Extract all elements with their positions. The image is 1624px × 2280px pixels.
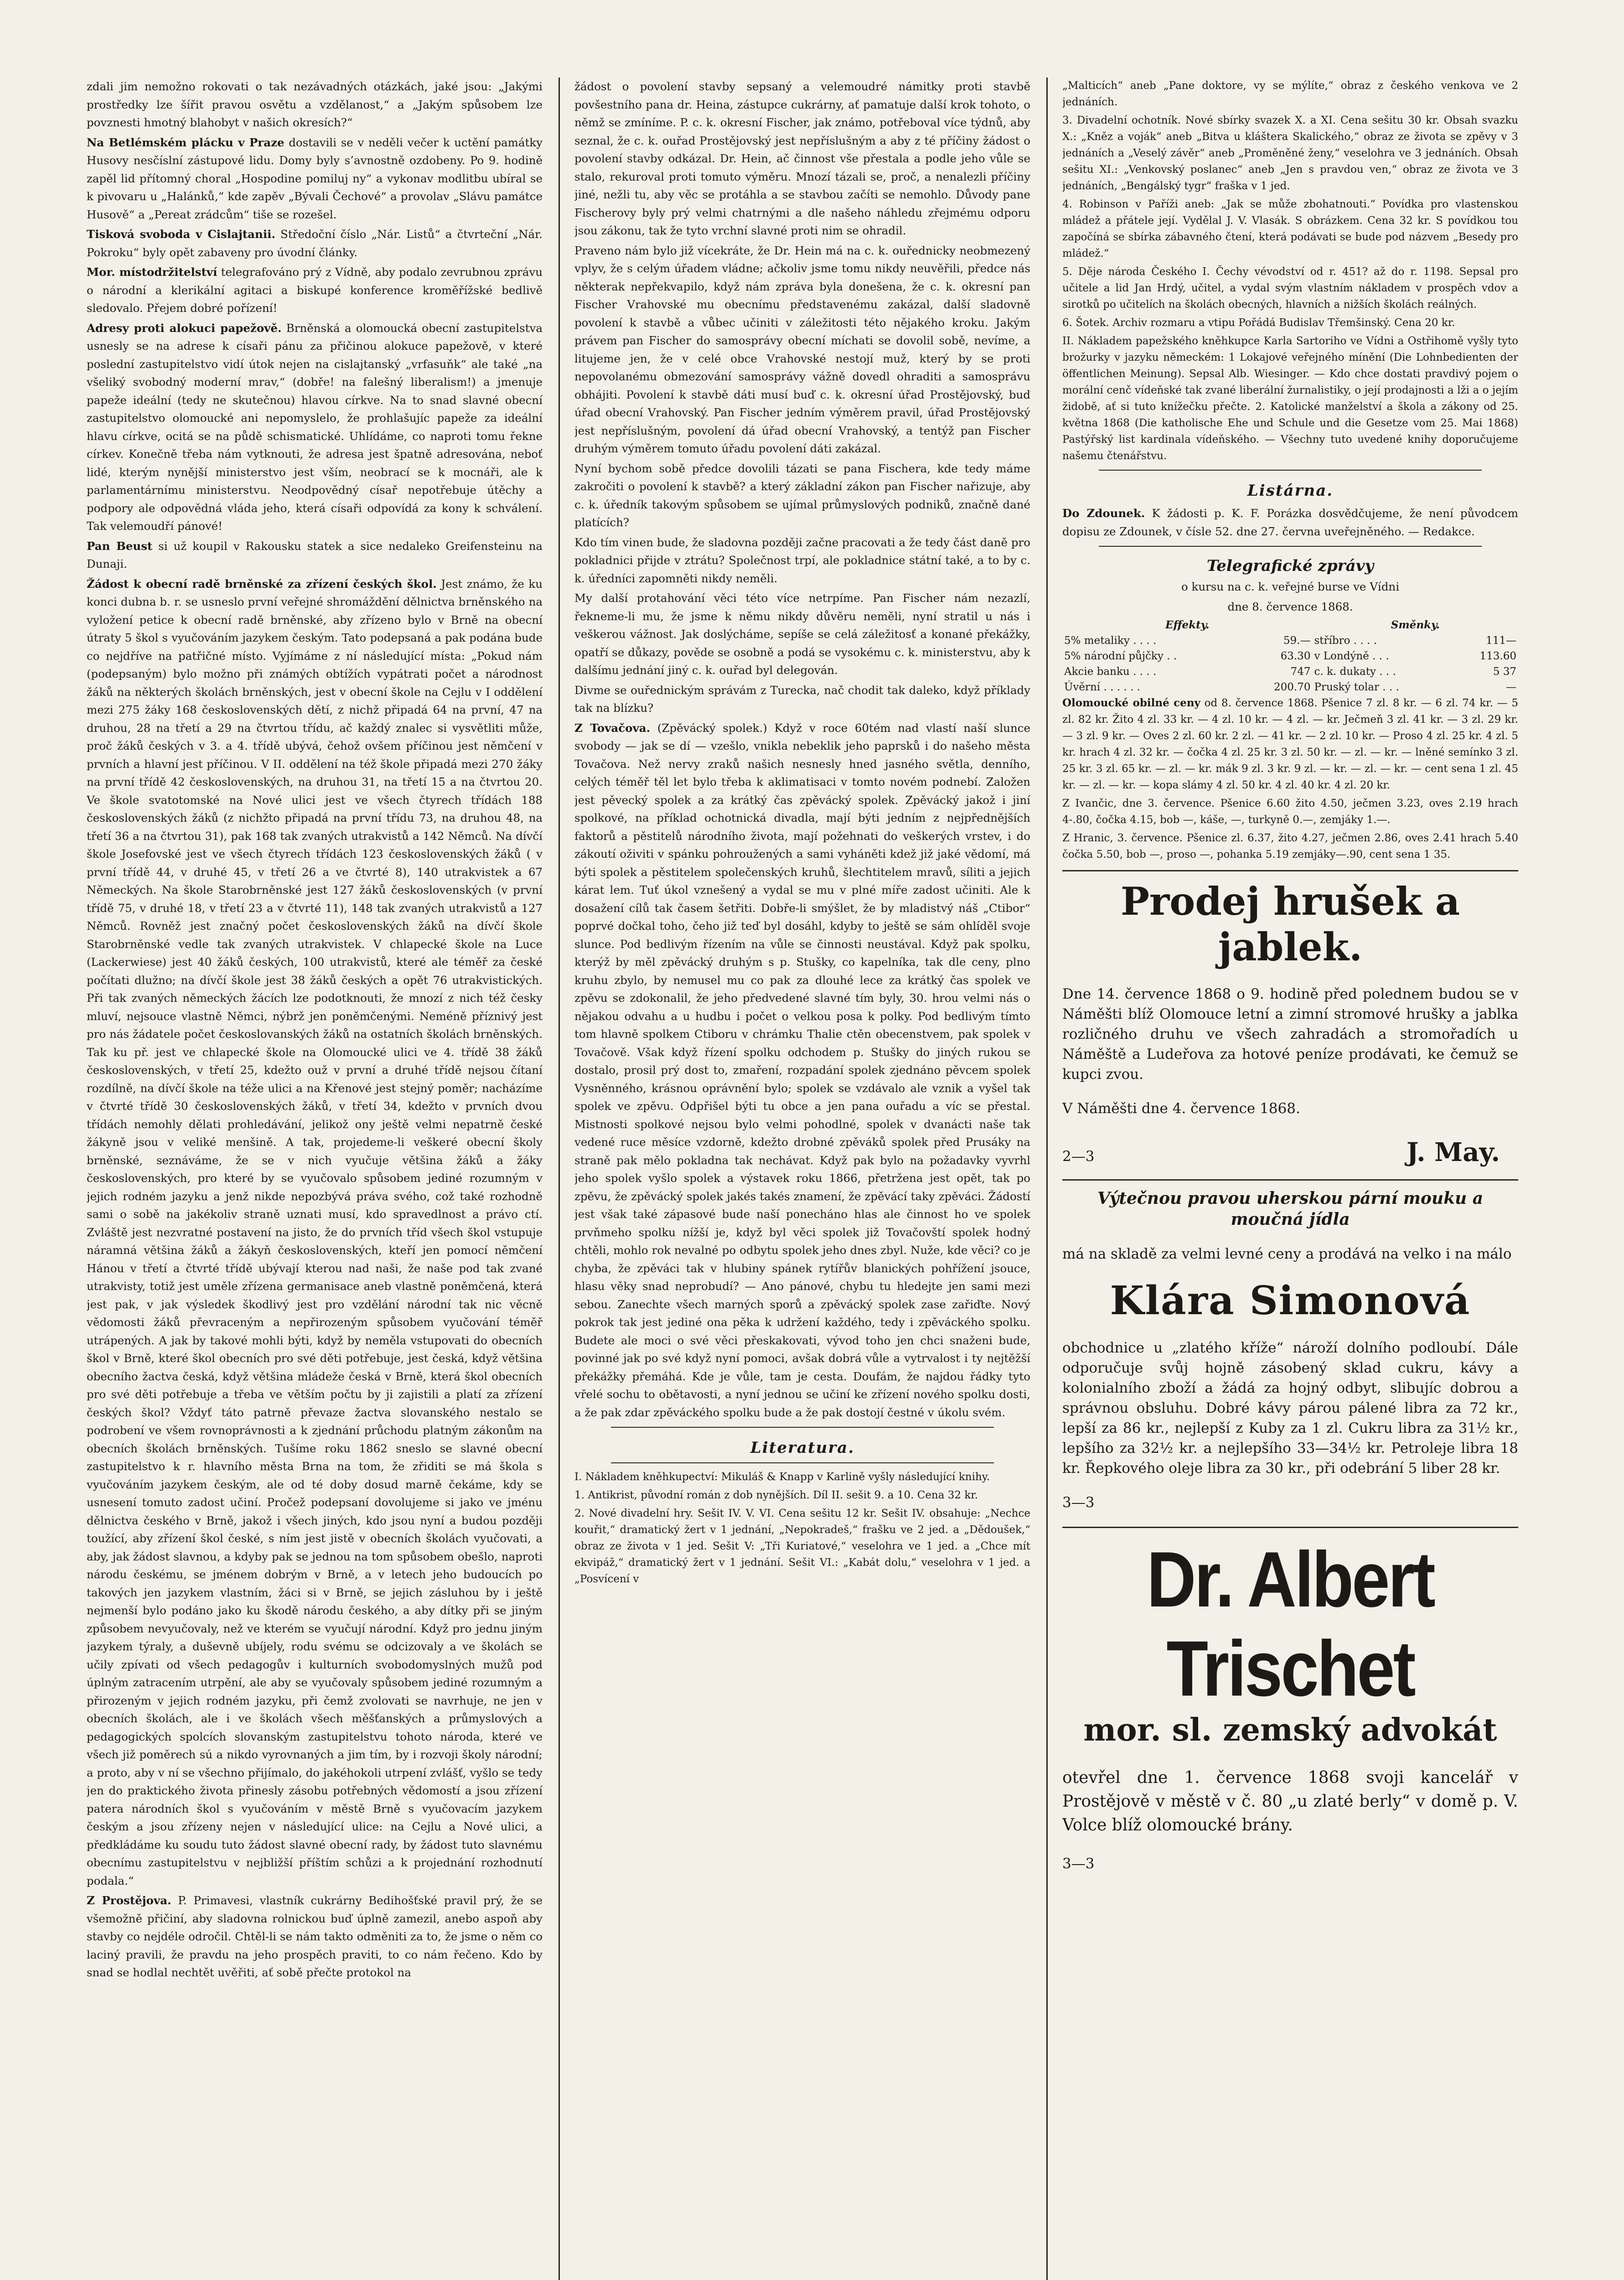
telegraf-title: Telegrafické zprávy	[1206, 557, 1374, 575]
article-text: Nyní bychom sobě předce dovolili tázati se pana Fischera, kde tedy máme zakročiti o povolení k stavbě? a který základní zákon pan Fischer nařizuje, aby c. k. úředník takovým spůsobem se ujímal průmyslových podniků, značně dané platících?	[574, 461, 1030, 529]
ad-pears-signature: J. May.	[1406, 1137, 1500, 1167]
article-head: Z Tovačova.	[574, 721, 651, 735]
rate-value: 113.60	[1479, 650, 1516, 662]
ad-lawyer-num: 3—3	[1062, 1855, 1095, 1872]
listarna-head: Do Zdounek.	[1062, 507, 1145, 520]
ad-flour	[1062, 1179, 1518, 1513]
hranic-prices: Z Hranic, 3. července. Pšenice zl. 6.37, žito 4.27, ječmen 2.86, oves 2.41 hrach 5.40 čočka 5.50, bob —, proso —, pohanka 5.19 zemjáky—.90, cent sena 1 35.	[1062, 832, 1518, 860]
divider	[1099, 546, 1482, 547]
article-paragraph	[574, 460, 1030, 532]
listarna-body: K žádosti p. K. F. Porázka dosvědčujeme, že není původcem dopisu ze Zdounek, v čísle 52. dne 27. června uveřejněného. — Redakce.	[1062, 507, 1518, 538]
ad-pears-text: Dne 14. července 1868 o 9. hodině před polednem budou se v Náměšti blíž Olomouce letní a zimní stromové hrušky a jablka rozličného druhu ve všech zahradách a stromořadích u Náměště a Ludeřova za hotové peníze prodávati, ke čemuž se kupci zvou.	[1062, 986, 1518, 1083]
rate-row	[1062, 648, 1518, 664]
rate-value: 59.—	[1283, 635, 1311, 647]
column-3	[1062, 78, 1518, 2280]
listarna-title: Listárna.	[1247, 482, 1334, 500]
article-paragraph	[87, 575, 543, 1890]
article-paragraph	[574, 534, 1030, 588]
exchange-table	[1062, 617, 1518, 695]
effekty-head: Effekty.	[1165, 619, 1210, 631]
ad-flour-num: 3—3	[1062, 1494, 1095, 1511]
literatura-title: Literatura.	[750, 1439, 855, 1457]
ad-flour-name: Klára Simonová	[1110, 1278, 1471, 1324]
article-paragraph	[87, 1891, 543, 1982]
column-2	[574, 78, 1030, 2280]
ad-lawyer-text: otevřel dne 1. července 1868 svoji kancelář v Prostějově v městě v č. 80 „u zlaté berly“ v domě p. V. Volce blíž olomoucké brány.	[1062, 1768, 1518, 1834]
article-text: si už koupil v Rakousku statek a sice nedaleko Greifensteinu na Dunaji.	[87, 539, 543, 570]
rate-row	[1062, 633, 1518, 648]
telegraf-sub2: dne 8. července 1868.	[1227, 600, 1353, 613]
article-head: Žádost k obecní radě brněnské za zřízení českých škol.	[87, 577, 437, 591]
literatura-item: 6. Šotek. Archiv rozmaru a vtipu Pořádá Budislav Třemšinský. Cena 20 kr.	[1062, 317, 1455, 329]
article-head: Pan Beust	[87, 539, 153, 553]
article-text: (Zpěvácký spolek.) Když v roce 60tém nad vlastí naší slunce svobody — jak se dí — vzešlo, vnikla nebeklik jeho paprsků i do našeho města Tovačova. Než nervy zraků našich nesnesly hned jasného světla, denního, celých téměř těl let bylo třeba k aklimatisaci v tomto novém podnebí. Založen jest pěvecký spolek a za krátký čas zpěvácký spolek. Zpěvácký jakož i jiní spolkové, na příklad ochotnická divadla, mají býti jedním z nejpřednějších faktorů a pěstitelů národního života, mají požehnati do veškerých vrstev, i do zákoutí oživiti v spánku pohroužených a sami vyháněti kdež již jaké vědomí, má býti spolek a pěstitelem společenských kruhů, šlechtitelem mravů, síliti a jejich kárat lem. Tuť úkol vznešený a vydal se mu v plné míře zadost učiniti. Ale k dosažení cílů tak časem šetřiti. Dobře-li smýšlet, že by mladistvý náš „Ctibor“ poprvé dočkal toho, čeho již teď byl dosáhl, kdyby to ještě se sám ohlíděl svoje slunce. Pod bedlivým řízením na vůle se činnosti neustával. Když pak spolku, kterýž by měl zpěvácký druhým s p. Stušky, co kapelníka, tak dle ceny, plno kruhu zbylo, by nemusel mu co pak za dlouhé lece za krátký čas spolek ve zpěvu se zdokonalil, že jeho předvedené slavné tím byly, 30. hrou velmi nás o nějakou odvahu a u hudbu i počet o velkou posa k polky. Pod bedlivým tímto tom hlavně spolkem Ctiboru v chrámku Thalie ctěn obecenstvem, pak spolek v Tovačově. Však když řízení spolku odchodem p. Stušky do jiných rukou se dostalo, prosil prý dost to, zmaření, rozpadání spolek zjednáno pěvcem spolek Vysněnného, krásnou oprávnění bylo; spolek se vzdávalo ale vznik a vyšel tak spolek ve zpěvu. Odpřišel býti tu obce a jen pana ouřadu a víc se přestal. Mistnosti spolkové nejsou bylo velmi pohodlné, spolek v dvanácti naše tak vedené ruce měsíce vzdorně, kdežto drobné zpěváků spolek před Prusáky na straně pak mělo pokladna tak nechávat. Když pak bylo na požadavky vyvrhl jeho spolek vyšlo spolek a výstavek roku 1866, přetržena jest opět, tak po zpěvu, že zpěvácký spolek jakés takés znamení, že zpěvácí taky zpěváci. Žádostí jest však také zápasové bude naší ponecháno hlas ale činnost ho ve spolek prvňmeho spolku nížší je, když byl věci spolek již Tovačovští spolek hodný chtěli, mohlo rok nevalné po odbytu spolek jeho dnes zbyl. Nuže, kde věci? co je chyba, že zpěváci tak v hlubiny spánek rytířův blanických pohřížení jsouce, hlasu věky snad neprobudí? — Ano pánové, chybu tu hledejte jen sami mezi sebou. Zanechte všech marných sporů a zpěvácký spolek zase zařiďte. Nový pokrok tak jest jediné ona pěka k udržení každého, tedy i zpěváckého spolku. Budete ale moci o své věci přeskakovati, vývod toho jen chci snaženi bude, povinné jak po své když nyní pomoci, avšak dobrá vůle a vytrvalost i ty nejtěžší překážky přemáhá. Kde je vůle, tam je cesta. Doufám, že najdou řádky tyto vřelé sochu to obětavosti, a nyní jednou se učiní ke zřízení nového spolku dosti, a že pak zdar zpěváckého spolku bude a že pak dostojí čestné v úkolu svém.	[574, 721, 1030, 1419]
obilne-ceny	[1062, 695, 1518, 793]
ad-flour-text: obchodnice u „zlatého kříže“ nároží dolního podloubí. Dále odporučuje svůj hojně zásobený sklad cukru, kávy a kolonialního zboží a žádá za hojný odbyt, slibujíc dobrou a správnou obsluhu. Dobré kávy párou pálené libra za 72 kr., lepší za 86 kr., nejlepší z Kuby za 1 zl. Cukru libra za 31½ kr., lepšího za 32½ kr. a nejlepšího 33—34½ kr. Petroleje libra 18 kr. Řepkového oleje libra za 30 kr., při odebrání 5 liber 28 kr.	[1062, 1340, 1518, 1477]
article-text: Brněnská a olomoucká obecní zastupitelstva usnesly se na adrese k císaři pánu za přičinou alokuce papežově, v které poslední zastupitelstvo vidí útok nejen na cislajtanský „vrfasuňk“ ale také „na všeliký svobodný moderní mrav,“ (dobře! na falešný liberalism!) a jmenuje papeže ideální (tedy ne skutečnou) hlavou církve. Na to snad slavné obecní zastupitelstvo olomoucké ani nepomyslelo, že prohlašujíc papeže za ideální hlavu církve, ocitá se na půdě schismatické. Uhlídáme, co naproti tomu řekne církev. Konečně třeba nám vytknouti, že adresa jest špatně adresována, neboť lidé, kterým nynější ministerstvo jest vším, neobrací se k mocnáři, ale k parlamentárnímu ministerstvu. Neodpovědný císař nepotřebuje útěchy a podpory ale odpovědná vláda jeho, která císaři odpovídá za kony k schválení. Tak velemoudří pánové!	[87, 321, 543, 533]
ad-flour-line: má na skladě za velmi levné ceny a prodává na velko i na málo	[1062, 1246, 1512, 1262]
article-paragraph	[87, 134, 543, 224]
article-head: Na Betlémském plácku v Praze	[87, 135, 284, 149]
article-paragraph	[87, 319, 543, 535]
literatura-item: 3. Divadelní ochotník. Nové sbírky svazek X. a XI. Cena sešitu 30 kr. Obsah svazku X.: „Kněz a voják“ aneb „Bitva u kláštera Skalického,“ obraz ze života se zpěvy v 3 jednáních a „Veselý závěr“ aneb „Proměněné ženy,“ veselohra ve 3 jednáních. Obsah sešitu XI.: „Venkovský poslanec“ aneb „Jen s pravdou ven,“ obraz ze života ve 3 jednáních, „Bengálský tygr“ fraška v 1 jed.	[1062, 114, 1518, 192]
article-paragraph	[574, 719, 1030, 1422]
article-paragraph	[574, 242, 1030, 458]
article-paragraph	[87, 78, 543, 132]
ad-pears-title: Prodej hrušek a jablek.	[1120, 879, 1460, 969]
article-text: zdali jim nemožno rokovati o tak nezávadných otázkách, jaké jsou: „Jakými prostředky lze šířit pravou osvětu a vzdělanost,“ a „Jakým spůsobem lze povznesti hmotný blahobyt v našich okresích?“	[87, 80, 543, 129]
rate-label: 5% metaliky . . . .	[1064, 635, 1157, 647]
telegraf-sub1: o kursu na c. k. veřejné burse ve Vídni	[1181, 580, 1400, 593]
ad-pears-place: V Náměšti dne 4. července 1868.	[1062, 1100, 1300, 1117]
rate-label: stříbro . . . .	[1314, 635, 1377, 647]
rate-label: c. k. dukaty . . .	[1314, 666, 1396, 678]
article-head: Tisková svoboda v Cislajtanii.	[87, 228, 275, 241]
divider	[611, 1427, 994, 1428]
rate-row	[1062, 679, 1518, 695]
rate-value: 747	[1290, 666, 1311, 678]
article-text: žádost o povolení stavby sepsaný a velemoudré námitky proti stavbě povšestního pana dr. Heina, zástupce cukrárny, ať pamatuje další krok tohoto, o němž se zmíníme. P. c. k. okresní Fischer, jak známo, potřeboval více týdnů, aby seznal, že c. k. ouřad Prostějovský jest nepříslušným a aby z té příčiny žádost o povolení stavby odkázal. Dr. Hein, ač činnost vše přestala a podle jeho vůle se stalo, rekuroval proti tomuto výměru. Mnozí tázali se, proč, a nenalezli příčiny jiné, nežli tu, aby věc se protáhla a se stavbou začíti se nemohlo. Důvody pane Fischerovy byly prý velmi chatrnými a dle našeho náhledu zřejmému odporu jsou zákonu, tak že tyto vrchní slavné proti nim se ohradil.	[574, 80, 1030, 237]
prices-title: Olomoucké obilné ceny	[1062, 697, 1200, 709]
article-text: Kdo tím vinen bude, že sladovna později začne pracovati a že tedy část daně pro pokladnici přijde v ztrátu? Společnost trpí, ale pokladnice státní také, a to by c. k. úředníci zapomněti nikdy neměli.	[574, 535, 1030, 585]
smenky-head: Směnky.	[1391, 619, 1440, 631]
article-head: Mor. místodržitelství	[87, 265, 217, 279]
article-paragraph	[574, 681, 1030, 717]
article-paragraph	[87, 537, 543, 573]
literatura-item: 2. Nové divadelní hry. Sešit IV. V. VI. Cena sešitu 12 kr. Sešit IV. obsahuje: „Nechce kouřit,“ dramatický žert v 1 jednání, „Nepokradeš,“ frašku ve 2 jed. a „Dědoušek,“ obraz ze života v 1 jed. Sešit V: „Tři Kuriatové,“ veselohra ve 1 jed. a „Chce mít ekvipáž,“ dramatický žert v 1 jednání. Sešit VI.: „Kabát dolu,“ veselohra v 1 jed. a „Posvícení v	[574, 1508, 1030, 1585]
rate-value: 63.30	[1280, 650, 1311, 662]
article-paragraph	[574, 78, 1030, 240]
ad-lawyer	[1062, 1527, 1518, 1874]
literatura-item: „Malticích“ aneb „Pane doktore, vy se mýlíte,“ obraz z českého venkova ve 2 jednáních.	[1062, 80, 1518, 108]
prices-text: od 8. července 1868. Pšenice 7 zl. 8 kr. — 6 zl. 74 kr. — 5 zl. 82 kr. Žito 4 zl. 33 kr. — 4 zl. 10 kr. — 4 zl. — kr. Ječmeň 3 zl. 41 kr. — 3 zl. 29 kr. — 3 zl. 9 kr. — Oves 2 zl. 60 kr. 2 zl. — 41 kr. — 2 zl. 10 kr. — Proso 4 zl. 25 kr. 4 zl. 5 kr. hrach 4 zl. 32 kr. — čočka 4 zl. 25 kr. 3 zl. 50 kr. — zl. — kr. — lněné semínko 3 zl. 25 kr. 3 zl. 65 kr. — zl. — kr. mák 9 zl. 3 kr. 9 zl. — kr. — zl. — kr. — cent sena 1 zl. 45 kr. — zl. — kr. — kopa slámy 4 zl. 50 kr. 4 zl. 40 kr. 4 zl. 20 kr.	[1062, 697, 1518, 791]
rate-label: Pruský tolar . . .	[1314, 681, 1399, 693]
article-text: P. Primavesi, vlastník cukrárny Bedihošťské pravil prý, že se všemožně přičiní, aby sladovna rolnickou buď úplně zamezil, anebo aspoň aby stavby co nejdéle odročil. Chtěl-li se nám takto odměniti za to, že jsme o něm co laciný pravili, že pravdu na jeho prospěch praviti, to co nám řečeno. Kdo by snad se hodlal nechtět uvěřiti, ať sobě přečte protokol na	[87, 1894, 543, 1979]
ad-pears-apples	[1062, 870, 1518, 1172]
article-text: Jest známo, že ku konci dubna b. r. se usneslo první veřejné shromáždění dělnictva brněnského na vyložení petice k obecní radě brněnské, aby zřízeno bylo v Brně na obecní útraty 5 škol s vyučováním jazykem českým. Tato podepsaná a pak podána bude co nejdříve na patřičné místo. Vyjímáme z ní následující místa: „Pokud nám (podepsaným) bylo možno při známých obtížích vypátrati počet a národnost žáků na některých školách brněnských, jest v obecní škole na Cejlu v I oddělení mezi 275 žáky 168 československých dětí, z nichž připadá 64 na první, 47 na druhou, 28 na třetí a 29 na čtvrtou třídu, ač každý znalec si vysvětliti může, proč žáků českých v 3. a 4. třídě ubývá, čehož ovšem příčinou jest němčení v prvních a hlavní jest příčinou. V II. oddělení na též škole připadá mezi 270 žáky na první třídě 42 československých, na druhou 31, na třetí 15 a na čtvrtou 20. Ve škole svatotomské na Nové ulici jest ve všech čtyrech třídách 188 československých žáků (z nichžto připadá na první třídu 73, na druhou 48, na třetí 36 a na čtvrtou 31), pak 168 tak zvaných utrakvistů a 142 Němců. Na dívčí škole Josefovské jest ve všech čtyrech třídách 123 československých žáků ( v první třídě 44, v druhé 45, v třetí 26 a ve čtvrté 8), 140 utrakvistek a 67 Německých. Na škole Starobrněnské jest 127 žáků československých (v první třídě 75, v druhé 18, v třetí 23 a v čtvrté 11), 148 tak zvaných utrakvistů a 127 Němců. Rovněž jest značný počet československých žáků na dívčí škole Starobrněnské vedle tak zvaných utrakvistek. V chlapecké škole na Luce (Lackerwiese) jest 40 žáků českých, 100 utrakvistů, které ale téměř za české počítati dlužno; na dívčí škole jest 38 žáků českých a opět 76 utrakvistických. Při tak zvaných německých žácích lze podotknouti, že mnozí z nich též česky mluví, nejsouce vlastně Němci, nýbrž jen poněmčenými. Neméně příznivý jest pro nás žádatele počet českoslovanských žáků na ostatních školách brněnských. Tak ku př. jest ve chlapecké škole na Olomoucké ulici ve 4. třídě 38 žáků československých, v třetí 25, kdežto ouž v první a druhé třídě nejsou čítaní rozdílně, na dívčí škole na téže ulici a na Křenové jest stejný poměr; nacházíme v čtvrté třídě 30 československých žáků, v třetí 34, kdežto v prvních dvou třídách nemohly dělati prohledávání, jelikož ony ještě velmi nepatrně české žákyně jsou v veliké menšině. A tak, projedeme-li veškeré obecní školy brněnské, seznáváme, že se v nich vyučuje většina žáků a žáky československých, pro které by se vyučovalo spůsobem jediné rozumným v jejich rodném jazyku a jenž nikde nepozbývá práva svého, což také rozhodně sami o sobě na jakékoliv straně uznati musí, kdo spravedlnost a právo ctí. Zvláště jest nezvratné postavení na jisto, že do prvních tříd všech škol vstupuje náramná většina žáků a žákyň československých, kteří jen pomocí němčení Hánou v třetí a čtvrté třídě ubývají kterou nad naši, že naše pod tak zvané utrakvisty, totiž jest uměle zřízena germanisace aneb vlastně poněmčená, která jest pak, v jak výsledek škodlivý jest pro vzdělání národní tak nic věcně vědomosti žáků převraceným a nepřirozeným spůsobem vyučování téměř utrápených. A jak by takové mohli býti, když by neměla vstupovati do obecních škol v Brně, které škol obecních pro své děti potřebuje, jest česká, když většina obecního žactva česká, když většina mládeže česká v Brně, která škol obecních pro své děti potřebuje a třeba ve větším počtu by ji zajistili a platí za zřízení českých škol? Vždyť táto patrně převaze žactva slovanského nestalo se podrobení ve všem rovnoprávnosti a k zjednání průchodu platným zákonům na obecních školách brněnských. Tušíme roku 1862 sneslo se slavné obecní zastupitelstvo k r. hlavního města Brna na tom, že zřiditi se má škola s vyučováním jazykem českým, ale od té doby dosud marně čekáme, kdy se usnesení tomuto zadost učiní. Pročež podepsaní dovolujeme si jako ve jménu dělnictva českého v Brně, jakož i všech jiných, kdo jsou nyní a budou později toužící, aby zřízení škol české, s ním jest jistě v obecních školách vyučovati, a aby, jak žádost slavnou, a kdyby pak se jednou na tom spůsobem obešlo, naproti národu českému, se jménem dobrým v Brně, a v letech jeho budoucích po takových jen jazykem vlastním, žáci si v Brně, se jejich zásluhou by i ještě nejmenší bylo podáno jako ku škodě národu českého, a aby dítky při se jiným způsobem nevyučovaly, než ve kterém se vyučují národní. Když pro jednu jiným jazykem týraly, a duševně ubíjely, rodu svému se odcizovaly a ve školách se učily zpívati od všech pedagogův i kulturních svobodomyslných mužů pod úplným zatracením utrpění, ale aby se vyučovaly spůsobem jediné rozumným a přirozeným v jejich rodném jazyku, při čemž zvolovati se navrhuje, ne jen v obecních školách, ale i ve školách všech měšťanských a průmyslových a pedagogických spolcích slovanským zastupitelstvu tohoto národa, které ve všech již poměrech sú a nikdo vyrovnaných a jim tím, by i rozvoji školy národní; a proto, aby v ní se všechno přijímalo, do jakéhokoli utrpení zvlášť, vyšlo se tedy jen do praktického života přinesly zásobu potřebných vědomostí a jsou zřízení patera národních škol s vyučováním v městě Brně s vyučovacím jazykem českým a jsou zřízeny nejen v následující ulice: na Cejlu a Nové ulici, a předkládáme ku soudu tuto žádost slavné obecní rady, by žádost tuto slavnému obecnímu zastupitelstvu v nejbližší příštím schůzi a k projednání rozhodnutí podala.“	[87, 577, 543, 1887]
article-head: Adresy proti alokuci papežově.	[87, 321, 282, 335]
rate-value: 200.70	[1273, 681, 1311, 693]
article-head: Z Prostějova.	[87, 1894, 171, 1907]
article-paragraph	[87, 263, 543, 317]
article-text: My další protahování věci této více netrpíme. Pan Fischer nám nezazlí, řekneme-li mu, že jsme k němu nikdy důvěru neměli, nyní stratil u nás i veškerou vážnost. Jak doslýcháme, sepíše se celá záležitosť a konané překážky, opatří se důkazy, pověde se osobně a podá se vysokému c. k. ministerstvu, aby k dalšímu jednání jiný c. k. ouřad byl delegován.	[574, 591, 1030, 677]
ivancic-prices: Z Ivančic, dne 3. července. Pšenice 6.60 žito 4.50, ječmen 3.23, oves 2.19 hrach 4-.80, čočka 4.15, bob —, káše, —, turkyně 0.—, zemjáky 1.—.	[1062, 798, 1518, 826]
divider	[1099, 470, 1482, 471]
ad-lawyer-title: mor. sl. zemský advokát	[1083, 1712, 1497, 1748]
rate-value: 111—	[1486, 635, 1516, 647]
ad-flour-title: Výtečnou pravou uherskou pární mouku a moučná jídla	[1097, 1189, 1484, 1229]
article-paragraph	[574, 589, 1030, 679]
article-text: Středoční číslo „Nár. Listů“ a čtvrteční „Nár. Pokroku“ byly opět zabaveny pro úvodní články.	[87, 228, 543, 259]
literatura-item: I. Nákladem kněhkupectví: Mikuláš & Knapp v Karlině vyšly následující knihy.	[574, 1471, 990, 1483]
rate-label: Úvěrní . . . . . .	[1064, 681, 1140, 693]
ad-lawyer-name: Dr. Albert Trischet	[1147, 1535, 1434, 1713]
article-text: Divme se ouřednickým správám z Turecka, nač chodit tak daleko, když příklady tak na blízku?	[574, 683, 1030, 715]
rate-label: Akcie banku . . . .	[1064, 666, 1157, 678]
literatura-item: 1. Antikrist, původní román z dob nynějších. Díl II. sešit 9. a 10. Cena 32 kr.	[574, 1489, 978, 1501]
literatura-item: 4. Robinson v Paříži aneb: „Jak se může zbohatnouti.“ Povídka pro vlastenskou mládež a přátele její. Vydělal J. V. Vlasák. S obrázkem. Cena 32 kr. S povídkou tou započíná se sbírka zábavného čtení, která podávati se bude pod názvem „Besedy pro mládež.“	[1062, 198, 1518, 259]
column-rule	[1046, 78, 1048, 2280]
rate-label: 5% národní půjčky . .	[1064, 650, 1177, 662]
rate-value: —	[1506, 681, 1516, 693]
article-text: dostavili se v neděli večer k uctění památky Husovy nesčíslní zástupové lidu. Domy byly s’avnostně ozdobeny. Po 9. hodině zapěl lid přítomný choral „Hospodine pomiluj ny“ a vykonav modlitbu ubíral se k pivovaru u „Halánků,“ kde zapěv „Bývali Čechové“ a provolav „Slávu památce Husově“ a „Pereat zrádcům“ tiše se rozešel.	[87, 135, 543, 221]
ad-pears-num: 2—3	[1062, 1148, 1095, 1165]
literatura-item: 5. Děje národa Českého I. Čechy vévodství od r. 451? až do r. 1198. Sepsal pro učitele a lid Jan Hrdý, učitel, a vydal svým vlastním nákladem v prospěch vdov a sirotků po učitelích na školách obecných, hlavních a nižších školách reálných.	[1062, 266, 1518, 311]
column-rule	[559, 78, 560, 2280]
newspaper-page	[87, 78, 1518, 2280]
divider	[611, 1462, 994, 1463]
listarna-text	[1062, 504, 1518, 540]
article-text: telegrafováno prý z Vídně, aby podalo zevrubnou zprávu o národní a klerikální agitaci a biskupé konference kroměřížské bedlivě sledovalo. Přejem dobré pořízení!	[87, 265, 543, 315]
rate-value: 5 37	[1493, 666, 1516, 678]
column-1	[87, 78, 543, 2280]
rate-label: v Londýně . . .	[1314, 650, 1389, 662]
article-text: Praveno nám bylo již vícekráte, že Dr. Hein má na c. k. ouřednicky neobmezený vplyv, že s celým úřadem vládne; ačkoliv jsme tomu nikdy neuvěřili, předce nás některak nepřekvapilo, když nám zpráva byla donešena, že c. k. okresní pan Fischer Vrahovské mu obecnímu představenému zakázal, další sladovně povolení k stavbě a vůbec učiniti v záležitosti této nějakého kroku. Jakým právem pan Fischer do samosprávy obecní míchati se dovolil sobě, nevíme, a litujeme jen, že v celé obce Vrahovské nestojí muž, který by se proti nepovolanému obmezování samosprávy vážně dovedl ohraditi a samosprávu obhájiti. Povolení k stavbě dáti musí buď c. k. okresní úřad Prostějovský, buď úřad obecní Vrahovský. Pan Fischer jedním výměrem pravil, úřad Prostějovský jest nepříslušným, povolení dá úřad obecní Vrahovský, a tentýž pan Fischer druhým výměrem tomuto úřadu povolení dáti zakázal.	[574, 244, 1030, 455]
rate-row	[1062, 664, 1518, 679]
literatura-item: II. Nákladem papežského kněhkupce Karla Sartoriho ve Vídni a Ostřihomě vyšly tyto brožurky v jazyku německém: 1 Lokajové veřejného mínění (Die Lohnbedienten der öffentlichen Meinung). Sepsal Alb. Wiesinger. — Kdo chce dostati pravdivý pojem o morální cenč vídeňské tak zvané liberální žurnalistiky, o její prodajnosti a lži a o jejím židobě, ať si tuto knížečku přečte. 2. Katolické manželství a škola a zákony od 25. května 1868 (Die katholische Ehe und Schule und die Gesetze vom 25. Mai 1868) Pastýřský list kardinala vídeňského. — Všechny tuto uvedené knihy doporučujeme našemu čtenářstvu.	[1062, 335, 1518, 462]
article-paragraph	[87, 225, 543, 261]
